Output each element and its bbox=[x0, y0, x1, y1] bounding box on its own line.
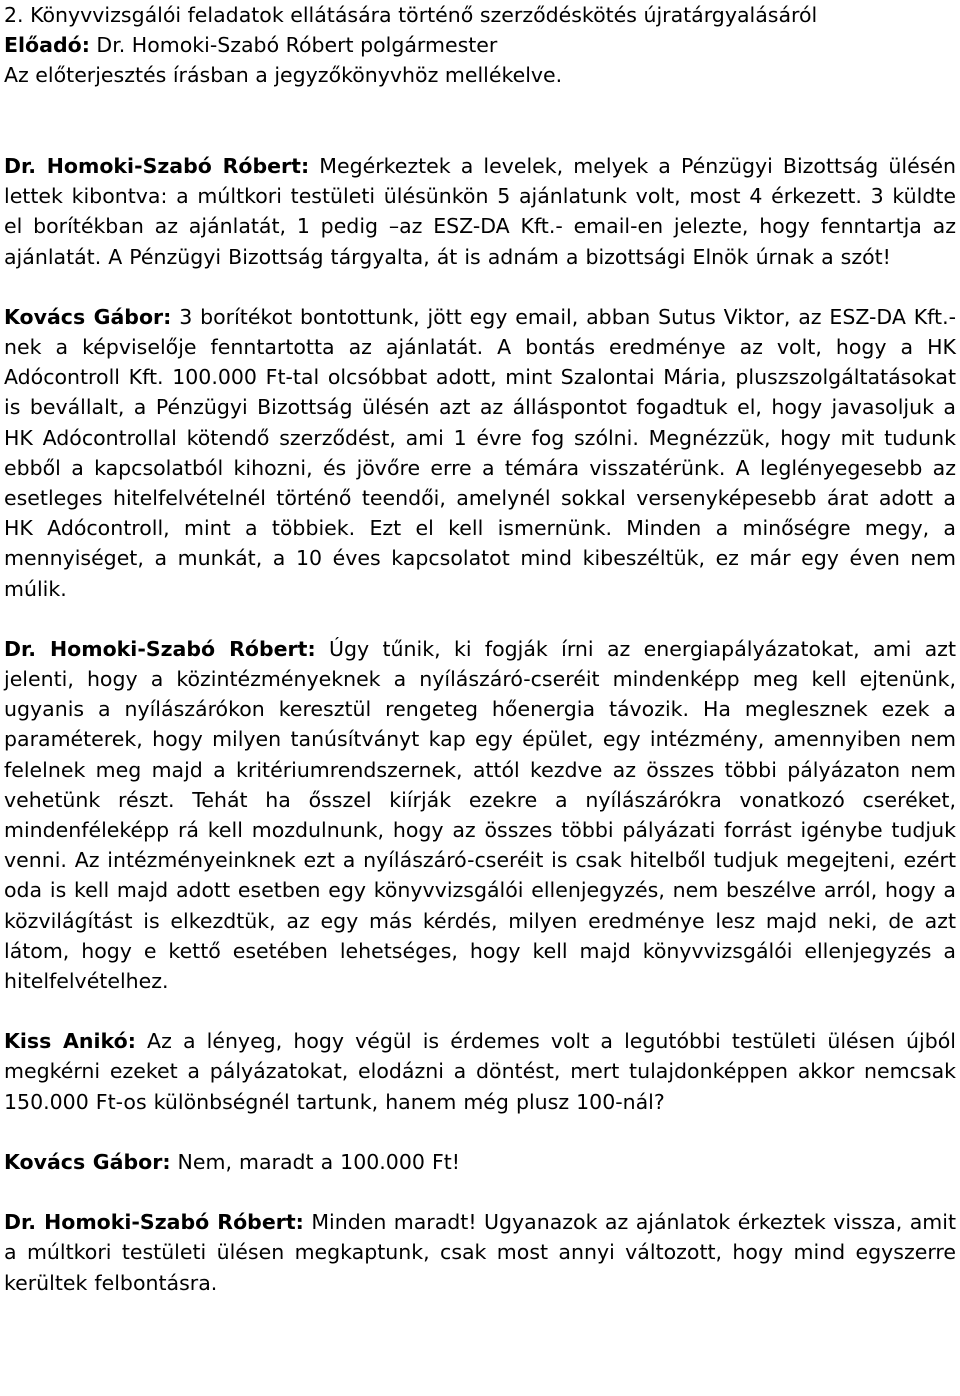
agenda-header bbox=[4, 0, 956, 91]
statement-text: Megérkeztek a levelek, melyek a Pénzügyi Bizottság ülésén lettek kibontva: a múltkori testületi ülésünkön 5 ajánlatunk volt, most 4 érkezett. 3 küldte el borítékban az ajánlatát, 1 pedig –az ESZ-DA Kft.- email-en jelezte, hogy fenntartja az ajánlatát. A Pénzügyi Bizottság tárgyalta, át is adnám a bizottsági Elnök úrnak a szót! bbox=[4, 154, 956, 269]
statement-4 bbox=[4, 1026, 956, 1117]
presenter-name: Dr. Homoki-Szabó Róbert polgármester bbox=[89, 33, 498, 58]
statement-text: Nem, maradt a 100.000 Ft! bbox=[170, 1149, 461, 1174]
speaker-name: Kiss Anikó: bbox=[4, 1029, 136, 1054]
statement-text: Úgy tűnik, ki fogják írni az energiapályázatokat, ami azt jelenti, hogy a közintézményeknek a nyílászáró-cseréit mindenképp meg kell ejtenünk, ugyanis a nyílászárókon keresztül rengeteg hőenergia távozik. Ha meglesznek ezek a paraméterek, hogy milyen tanúsítványt kap egy épület, egy intézmény, amennyiben nem felelnek meg majd a kritériumrendszernek, attól kezdve az összes többi pályázaton nem vehetünk részt. Tehát ha ősszel kiírják ezekre a nyílászárókra vonatkozó cseréket, mindenféleképp rá kell mozdulnunk, hogy az összes többi pályázati forrást igénybe tudjuk venni. Az intézményeinknek ezt a nyílászáró-cseréit is csak hitelből tudjuk megejteni, ezért oda is kell majd adott esetben egy könyvvizsgálói ellenjegyzés, nem beszélve arról, hogy a közvilágítást is elkezdtük, az egy más kérdés, milyen eredménye lesz majd neki, de azt látom, hogy e kettő esetében lehetséges, hogy kell majd könyvvizsgálói ellenjegyzés a hitelfelvételhez. bbox=[4, 636, 956, 994]
agenda-item-title: 2. Könyvvizsgálói feladatok ellátására történő szerződéskötés újratárgyalásáról bbox=[4, 3, 818, 27]
statement-3 bbox=[4, 634, 956, 996]
statement-text: 3 borítékot bontottunk, jött egy email, abban Sutus Viktor, az ESZ-DA Kft.-nek a képviselője fenntartotta az ajánlatát. A bontás eredménye az volt, hogy a HK Adócontroll Kft. 100.000 Ft-tal olcsóbbat adott, mint Szalontai Mária, pluszszolgáltatásokat is bevállalt, a Pénzügyi Bizottság ülésén azt az álláspontot fogadtuk el, hogy javasoljuk a HK Adócontrollal kötendő szerződést, ami 1 évre fog szólni. Megnézzük, hogy mit tudunk ebből a kapcsolatból kihozni, és jövőre erre a témára visszatérünk. A leglényegesebb az esetleges hitelfelvételnél történő teendői, amelynél sokkal versenyképesebb árat adott a HK Adócontroll, mint a többiek. Ezt el kell ismernünk. Minden a minőségre megy, a mennyiséget, a munkát, a 10 éves kapcsolatot mind kibeszéltük, ez már egy éven nem múlik. bbox=[4, 304, 956, 601]
speaker-name: Kovács Gábor: bbox=[4, 304, 172, 329]
statement-text: Az a lényeg, hogy végül is érdemes volt a legutóbbi testületi ülésen újból megkérni ezeket a pályázatokat, elodázni a döntést, mert tulajdonképpen akkor nemcsak 150.000 Ft-os különbségnél tartunk, hanem még plusz 100-nál? bbox=[4, 1029, 956, 1114]
statement-2 bbox=[4, 302, 956, 604]
speaker-name: Dr. Homoki-Szabó Róbert: bbox=[4, 636, 316, 661]
speaker-name: Kovács Gábor: bbox=[4, 1149, 171, 1174]
statement-5 bbox=[4, 1147, 956, 1177]
speaker-name: Dr. Homoki-Szabó Róbert: bbox=[4, 1210, 304, 1235]
statement-text: Minden maradt! Ugyanazok az ajánlatok érkeztek vissza, amit a múltkori testületi ülésen megkaptunk, csak most annyi változott, hogy mind egyszerre kerültek felbontásra. bbox=[4, 1210, 956, 1295]
document-page bbox=[4, 0, 956, 1298]
presenter-line bbox=[4, 30, 956, 60]
statement-1 bbox=[4, 151, 956, 272]
statement-6 bbox=[4, 1207, 956, 1298]
speaker-name: Dr. Homoki-Szabó Róbert: bbox=[4, 154, 310, 178]
presenter-label: Előadó: bbox=[4, 33, 90, 58]
attachment-note: Az előterjesztés írásban a jegyzőkönyvhöz mellékelve. bbox=[4, 63, 563, 88]
